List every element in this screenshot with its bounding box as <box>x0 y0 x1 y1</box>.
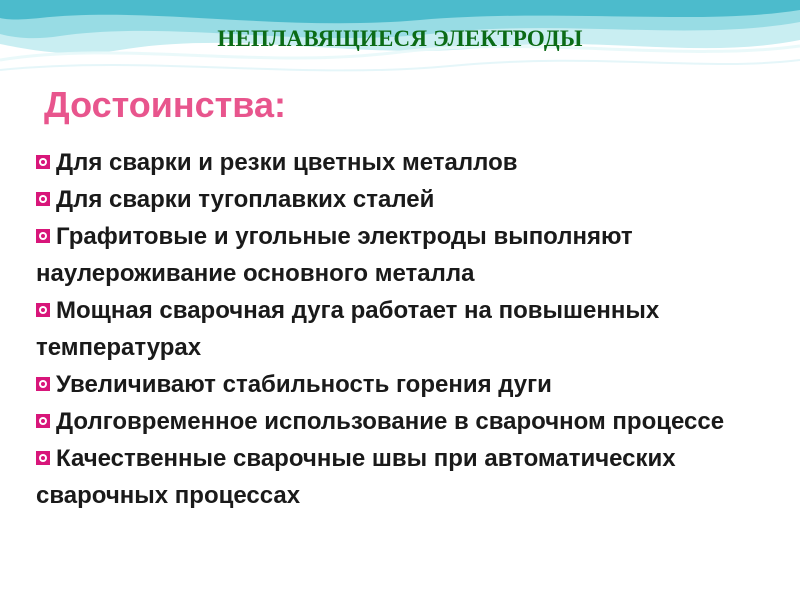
pink-square-bullet-icon <box>36 303 50 317</box>
pink-square-bullet-icon <box>36 377 50 391</box>
pink-square-bullet-icon <box>36 451 50 465</box>
list-item <box>36 181 766 218</box>
wave-streak-2 <box>0 60 800 70</box>
list-item-text: Качественные сварочные швы при автоматических сварочных процессах <box>36 445 676 509</box>
list-item <box>36 440 766 514</box>
list-item-text: Для сварки и резки цветных металлов <box>56 149 518 176</box>
list-item-text: Графитовые и угольные электроды выполняют наулероживание основного металла <box>36 223 633 287</box>
list-item <box>36 218 766 292</box>
list-item-text: Долговременное использование в сварочном процессе <box>56 408 725 435</box>
list-item <box>36 366 766 403</box>
list-item-text: Мощная сварочная дуга работает на повышенных температурах <box>36 297 660 361</box>
pink-square-bullet-icon <box>36 229 50 243</box>
list-item-text: Для сварки тугоплавких сталей <box>56 186 435 213</box>
list-item <box>36 403 766 440</box>
pink-square-bullet-icon <box>36 155 50 169</box>
list-item-text: Увеличивают стабильность горения дуги <box>56 371 552 398</box>
pink-square-bullet-icon <box>36 192 50 206</box>
advantages-list <box>36 144 766 514</box>
pink-square-bullet-icon <box>36 414 50 428</box>
list-item <box>36 292 766 366</box>
slide-subtitle: Достоинства: <box>44 84 286 125</box>
slide-title: НЕПЛАВЯЩИЕСЯ ЭЛЕКТРОДЫ <box>217 26 583 51</box>
list-item <box>36 144 766 181</box>
